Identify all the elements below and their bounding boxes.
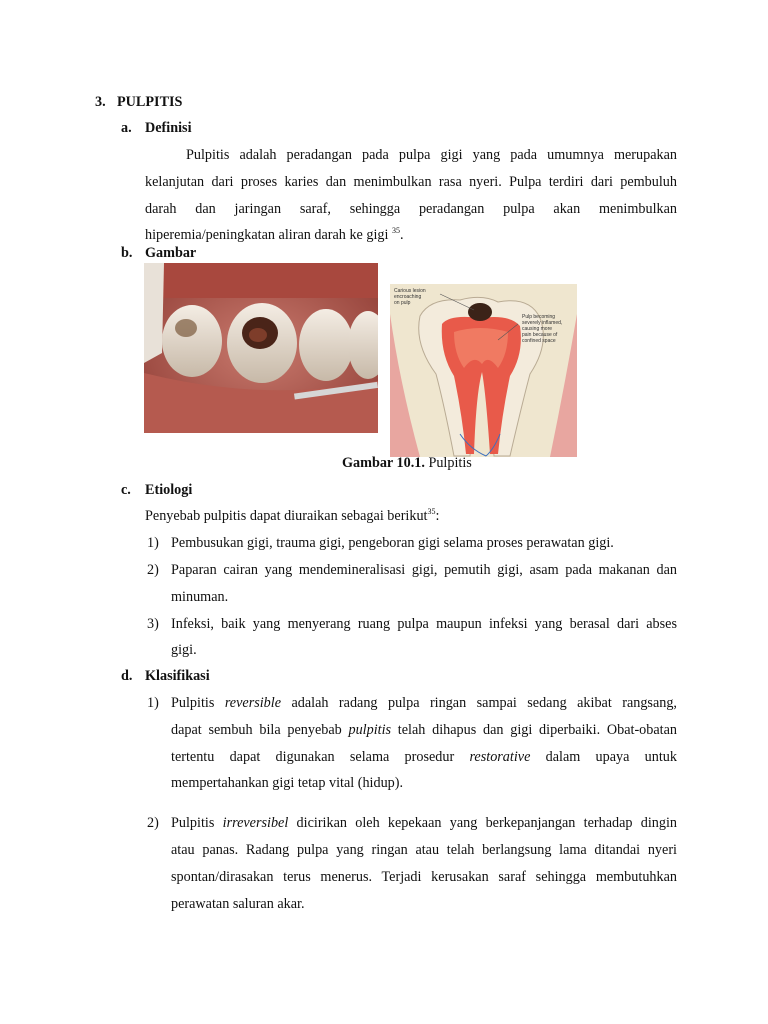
subsection-c-label: c. <box>121 482 131 498</box>
classification-item-1-line-1 <box>171 695 677 712</box>
classification-item-2-line-1 <box>171 815 677 832</box>
section-number: 3. <box>95 94 106 110</box>
diagram-label-pulp-2: severely inflamed, <box>522 320 563 326</box>
etiology-item-2-line-2: minuman. <box>171 589 229 605</box>
etiology-item-2-number: 2) <box>147 562 159 578</box>
definition-ref: 35 <box>392 226 400 235</box>
subsection-a-label: a. <box>121 120 132 136</box>
subsection-b-label: b. <box>121 245 133 261</box>
etiology-item-2-line-1: Paparan cairan yang mendemineralisasi gigi, pemutih gigi, asam pada makanan dan <box>171 562 677 578</box>
subsection-a-title: Definisi <box>145 120 192 136</box>
classification-item-1-line-2 <box>171 722 677 739</box>
figure-caption <box>342 455 472 472</box>
subsection-d-label: d. <box>121 668 133 684</box>
classification-item-2-line-4: perawatan saluran akar. <box>171 896 305 912</box>
diagram-label-pulp-5: confined space <box>522 338 556 344</box>
c2-l1i: irreversibel <box>222 815 289 831</box>
diagram-label-pulp-3: causing more <box>522 326 553 332</box>
c1-l3a: tertentu dapat digunakan selama prosedur <box>171 749 470 765</box>
definition-text: hiperemia/peningkatan aliran darah ke gigi <box>145 227 392 243</box>
c1-l1b: adalah radang pulpa ringan sampai sedang akibat rangsang, <box>281 695 677 711</box>
classification-item-2-number: 2) <box>147 815 159 831</box>
section-title: PULPITIS <box>117 94 183 110</box>
c2-l1b: dicirikan oleh kepekaan yang berkepanjangan terhadap dingin <box>288 815 677 831</box>
classification-item-2-line-2: atau panas. Radang pulpa yang ringan atau telah berlangsung lama ditandai nyeri <box>171 842 677 858</box>
c2-l1a: Pulpitis <box>171 815 223 831</box>
caption-text: Pulpitis <box>424 455 472 471</box>
classification-item-1-line-3 <box>171 749 677 766</box>
c1-l1a: Pulpitis <box>171 695 225 711</box>
etiology-item-3-number: 3) <box>147 616 159 632</box>
etiology-ref: 35 <box>427 507 436 516</box>
classification-item-1-line-4: mempertahankan gigi tetap vital (hidup). <box>171 775 404 791</box>
diagram-label-lesion-3: on pulp <box>394 300 411 306</box>
etiology-intro <box>145 508 439 525</box>
definition-tail: . <box>400 227 404 243</box>
c1-l3i: restorative <box>469 749 531 765</box>
classification-item-1-number: 1) <box>147 695 159 711</box>
subsection-b-title: Gambar <box>145 245 197 261</box>
definition-line-4 <box>145 227 404 244</box>
c1-l3b: dalam upaya untuk <box>530 749 677 765</box>
definition-line-1: Pulpitis adalah peradangan pada pulpa gigi yang pada umumnya merupakan <box>186 147 677 163</box>
etiology-item-1-number: 1) <box>147 535 159 551</box>
c1-l2i: pulpitis <box>348 722 392 738</box>
definition-line-3: darah dan jaringan saraf, sehingga peradangan pulpa akan menimbulkan <box>145 201 677 217</box>
diagram-label-lesion-2: encroaching <box>394 294 422 300</box>
etiology-item-3-line-2: gigi. <box>171 642 197 658</box>
classification-item-2-line-3: spontan/dirasakan terus menerus. Terjadi kerusakan saraf sehingga membutuhkan <box>171 869 677 885</box>
etiology-item-1-line-1: Pembusukan gigi, trauma gigi, pengeboran gigi selama proses perawatan gigi. <box>171 535 614 551</box>
etiology-item-3-line-1: Infeksi, baik yang menyerang ruang pulpa maupun infeksi yang berasal dari abses <box>171 616 677 632</box>
teeth-photo <box>144 263 378 433</box>
subsection-c-title: Etiologi <box>145 482 193 498</box>
tooth-diagram <box>390 284 577 457</box>
diagram-label-pulp-4: pain because of <box>522 332 558 338</box>
etiology-intro-tail: : <box>435 508 440 524</box>
caption-label: Gambar 10.1. <box>342 455 425 471</box>
subsection-d-title: Klasifikasi <box>145 668 210 684</box>
c1-l1i: reversible <box>224 695 282 711</box>
definition-line-2: kelanjutan dari proses karies dan menimbulkan rasa nyeri. Pulpa terdiri dari pembuluh <box>145 174 677 190</box>
c1-l2b: telah dihapus dan gigi diperbaiki. Obat-obatan <box>391 722 677 738</box>
c1-l2a: dapat sembuh bila penyebab <box>171 722 349 738</box>
diagram-label-lesion-1: Carious lesion <box>394 288 426 294</box>
etiology-intro-text: Penyebab pulpitis dapat diuraikan sebagai berikut <box>145 508 428 524</box>
diagram-label-pulp-1: Pulp becoming <box>522 314 556 320</box>
